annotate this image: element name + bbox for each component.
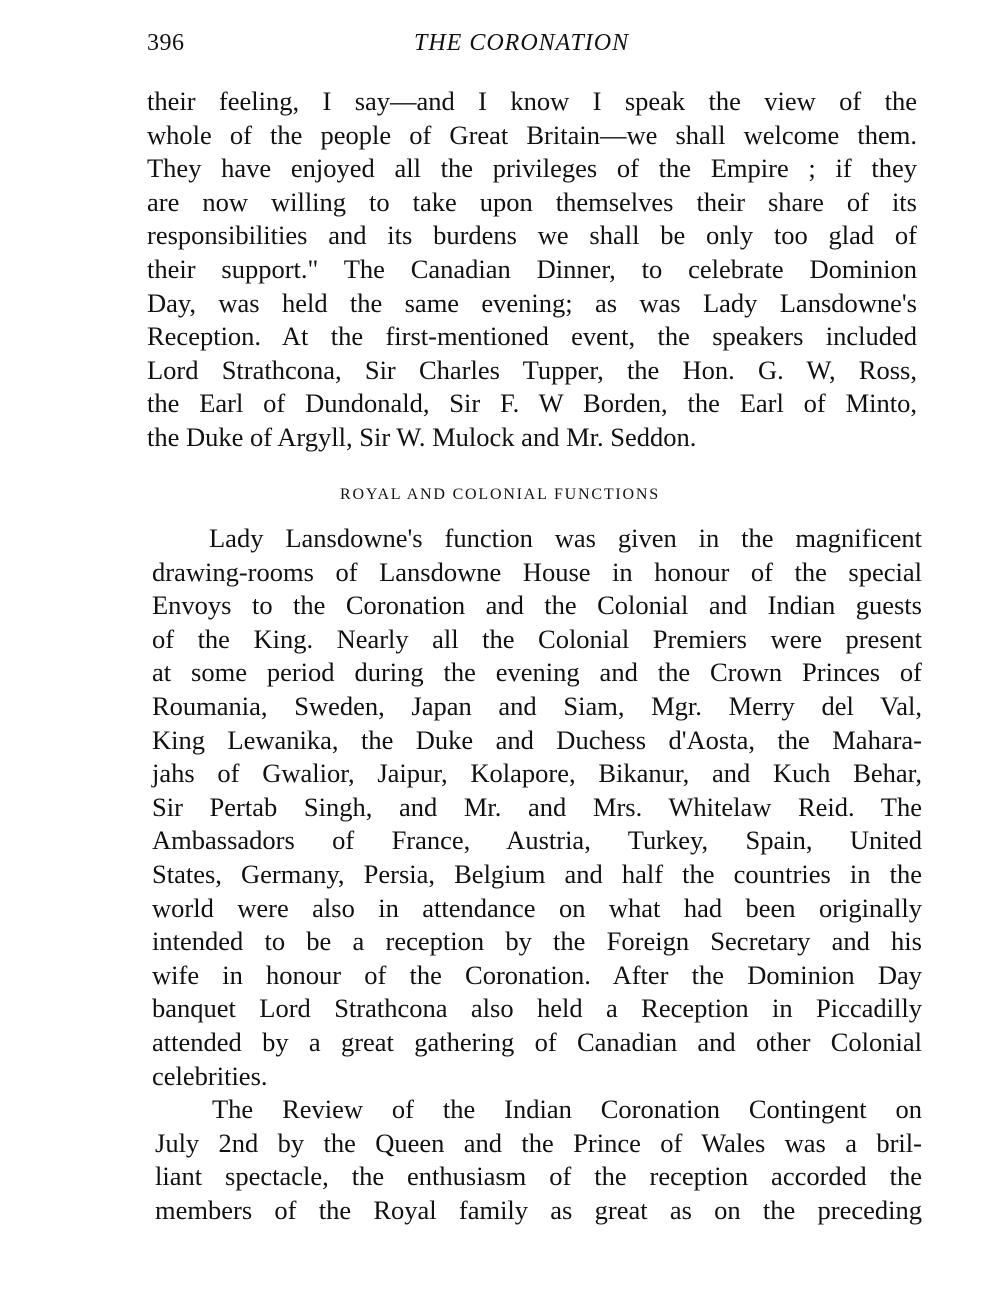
page-header	[0, 30, 1000, 60]
text-line: Sir Pertab Singh, and Mr. and Mrs. Whitelaw Reid. The	[152, 791, 922, 822]
text-line: King Lewanika, the Duke and Duchess d'Aosta, the Mahara-	[152, 724, 922, 755]
text-line: their feeling, I say—and I know I speak the view of the	[147, 86, 917, 116]
text-line: Envoys to the Coronation and the Colonial and Indian guests	[152, 590, 922, 621]
text-line: members of the Royal family as great as on the preceding	[155, 1194, 922, 1225]
running-title: THE CORONATION	[414, 30, 630, 56]
text-line: States, Germany, Persia, Belgium and half the countries in the	[152, 858, 922, 889]
text-line: liant spectacle, the enthusiasm of the reception accorded the	[155, 1161, 922, 1192]
text-line: wife in honour of the Coronation. After the Dominion Day	[152, 959, 922, 990]
text-line: are now willing to take upon themselves their share of its	[147, 186, 917, 217]
text-line: Roumania, Sweden, Japan and Siam, Mgr. Merry del Val,	[152, 690, 922, 721]
text-line: They have enjoyed all the privileges of the Empire ; if they	[147, 153, 917, 184]
text-line: the Duke of Argyll, Sir W. Mulock and Mr. Seddon.	[147, 421, 697, 452]
text-line: banquet Lord Strathcona also held a Reception in Piccadilly	[152, 993, 922, 1024]
text-line: the Earl of Dundonald, Sir F. W Borden, the Earl of Minto,	[147, 388, 917, 419]
text-line: Lady Lansdowne's function was given in the magnificent	[209, 523, 922, 553]
text-line: drawing-rooms of Lansdowne House in honour of the special	[152, 556, 922, 587]
text-line: Reception. At the first-mentioned event, the speakers included	[147, 321, 917, 352]
text-line: celebrities.	[152, 1060, 268, 1091]
text-line: at some period during the evening and the Crown Princes of	[152, 657, 922, 688]
text-line: July 2nd by the Queen and the Prince of Wales was a bril-	[155, 1127, 922, 1158]
text-line: Lord Strathcona, Sir Charles Tupper, the Hon. G. W, Ross,	[147, 354, 917, 385]
text-line: jahs of Gwalior, Jaipur, Kolapore, Bikanur, and Kuch Behar,	[152, 758, 922, 789]
text-line: of the King. Nearly all the Colonial Premiers were present	[152, 623, 922, 654]
text-line: Day, was held the same evening; as was Lady Lansdowne's	[147, 287, 917, 318]
text-line: whole of the people of Great Britain—we shall welcome them.	[147, 119, 917, 150]
page-number: 396	[147, 30, 185, 56]
text-line: world were also in attendance on what had been originally	[152, 892, 922, 923]
paragraph	[152, 522, 922, 1093]
text-line: The Review of the Indian Coronation Contingent on	[212, 1094, 922, 1124]
paragraph	[155, 1093, 922, 1227]
text-line: attended by a great gathering of Canadian and other Colonial	[152, 1026, 922, 1057]
text-line: Ambassadors of France, Austria, Turkey, Spain, United	[152, 825, 922, 856]
section-heading: ROYAL AND COLONIAL FUNCTIONS	[340, 486, 660, 503]
paragraph	[147, 85, 917, 455]
text-line: their support." The Canadian Dinner, to celebrate Dominion	[147, 253, 917, 284]
text-line: responsibilities and its burdens we shall be only too glad of	[147, 220, 917, 251]
text-line: intended to be a reception by the Foreign Secretary and his	[152, 926, 922, 957]
